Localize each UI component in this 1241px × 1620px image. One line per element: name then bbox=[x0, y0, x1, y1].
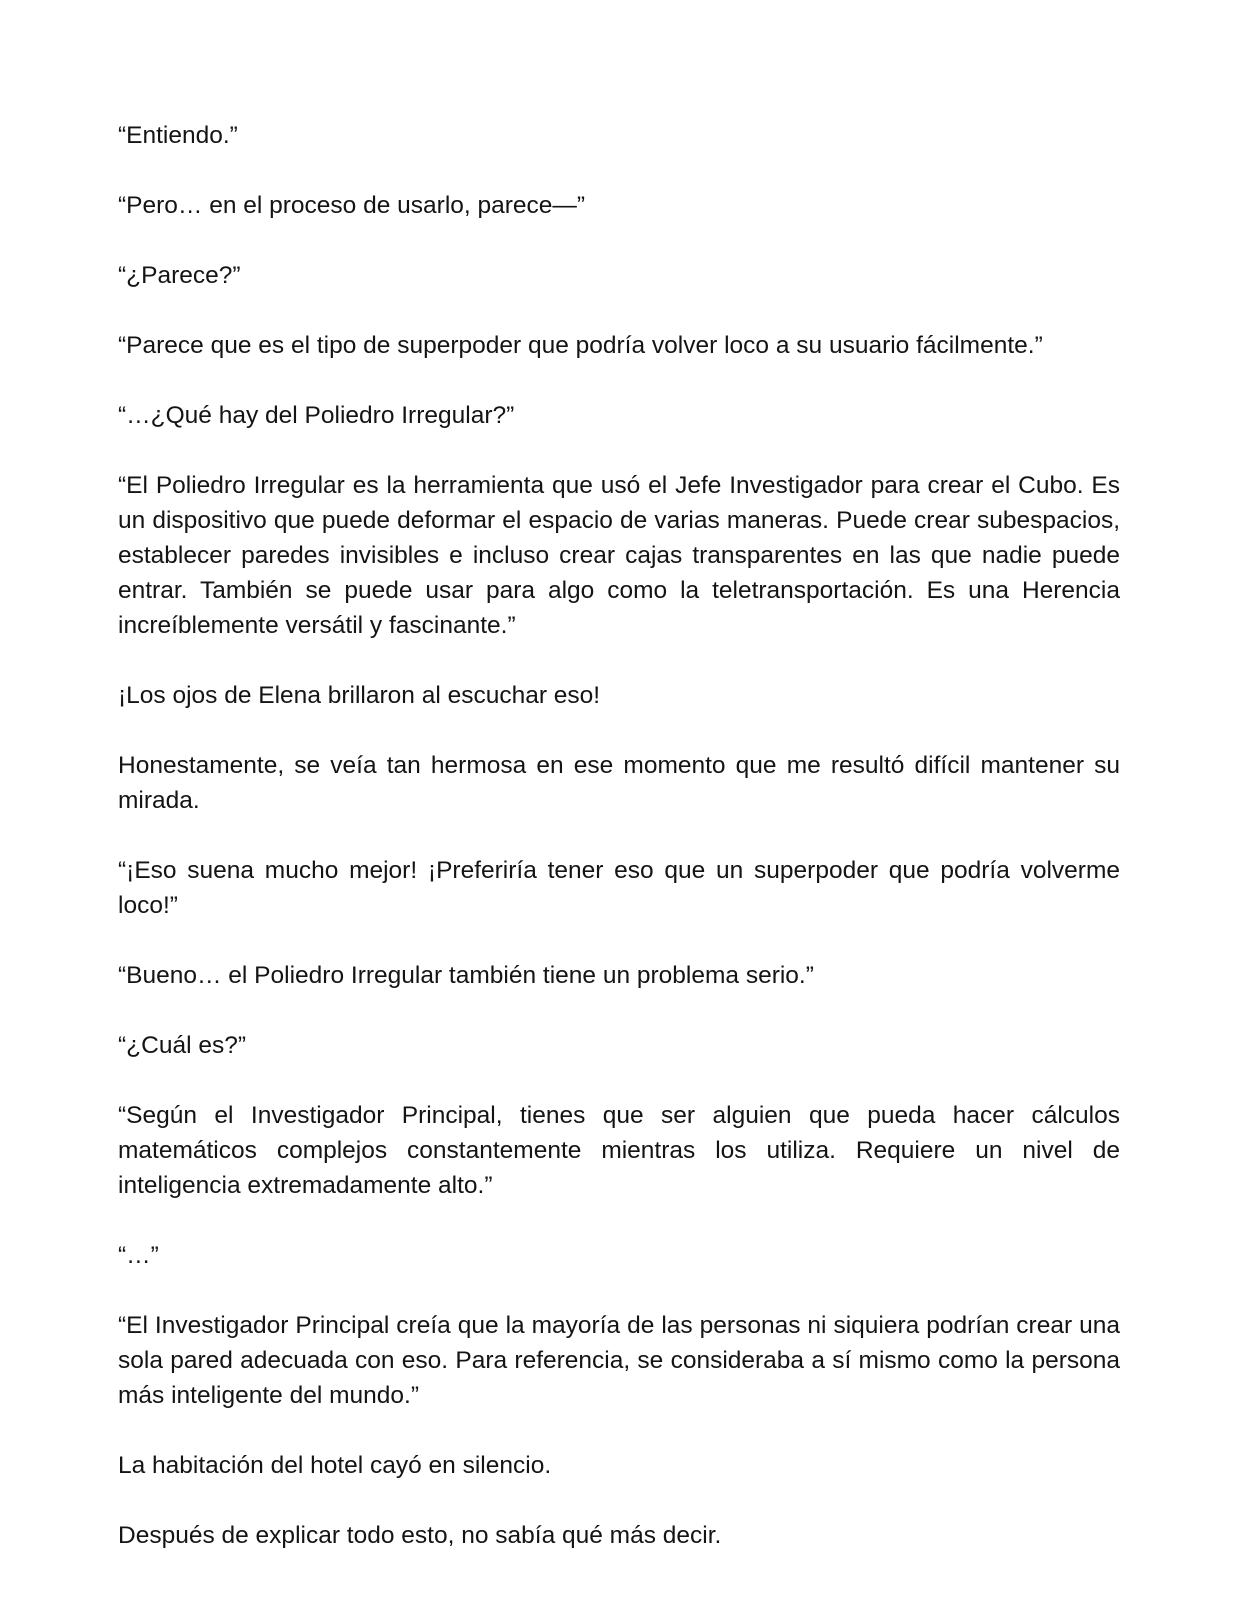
paragraph: “¡Eso suena mucho mejor! ¡Preferiría tener eso que un superpoder que podría volverme loco!” bbox=[118, 857, 1120, 919]
document-body bbox=[118, 118, 1120, 1588]
paragraph: La habitación del hotel cayó en silencio. bbox=[118, 1452, 552, 1479]
paragraph: Después de explicar todo esto, no sabía qué más decir. bbox=[118, 1522, 722, 1549]
paragraph: “…” bbox=[118, 1242, 159, 1269]
paragraph: “El Investigador Principal creía que la mayoría de las personas ni siquiera podrían crear una sola pared adecuada con eso. Para referencia, se consideraba a sí mismo como la persona más inteligente del mundo.” bbox=[118, 1312, 1120, 1409]
paragraph: “¿Parece?” bbox=[118, 262, 241, 289]
paragraph: “Bueno… el Poliedro Irregular también tiene un problema serio.” bbox=[118, 962, 814, 989]
paragraph: “¿Cuál es?” bbox=[118, 1032, 246, 1059]
paragraph: “Parece que es el tipo de superpoder que podría volver loco a su usuario fácilmente.” bbox=[118, 332, 1043, 359]
paragraph: “Pero… en el proceso de usarlo, parece—” bbox=[118, 192, 586, 219]
paragraph: “…¿Qué hay del Poliedro Irregular?” bbox=[118, 402, 515, 429]
paragraph: “El Poliedro Irregular es la herramienta que usó el Jefe Investigador para crear el Cubo. Es un dispositivo que puede deformar el espacio de varias maneras. Puede crear subespacios, establecer paredes invisibles e incluso crear cajas transparentes en las que nadie puede entrar. También se puede usar para algo como la teletransportación. Es una Herencia increíblemente versátil y fascinante.” bbox=[118, 472, 1120, 639]
paragraph: Honestamente, se veía tan hermosa en ese momento que me resultó difícil mantener su mirada. bbox=[118, 752, 1120, 814]
paragraph: ¡Los ojos de Elena brillaron al escuchar eso! bbox=[118, 682, 601, 709]
paragraph: “Según el Investigador Principal, tienes que ser alguien que pueda hacer cálculos matemáticos complejos constantemente mientras los utiliza. Requiere un nivel de inteligencia extremadamente alto.” bbox=[118, 1102, 1120, 1199]
paragraph: “Entiendo.” bbox=[118, 122, 238, 149]
